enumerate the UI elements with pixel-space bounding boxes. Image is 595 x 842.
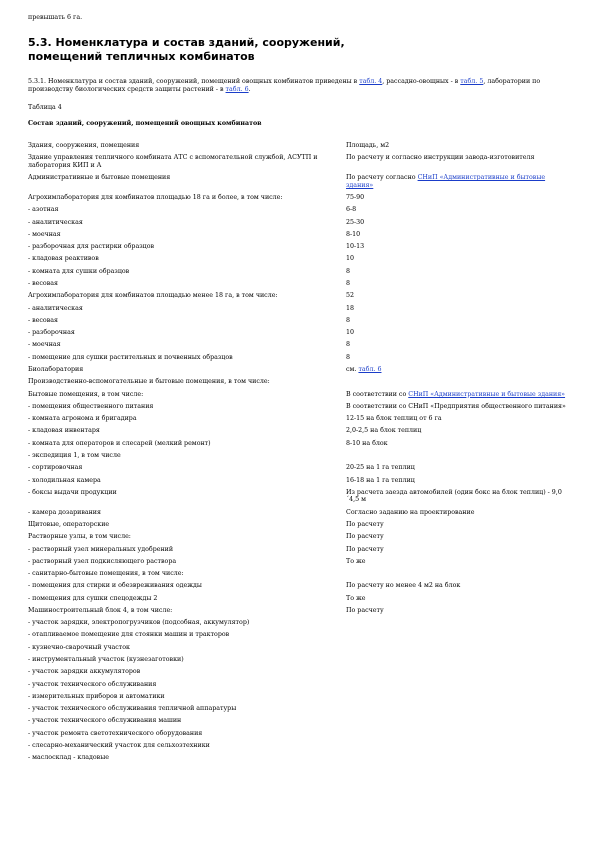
row-name-cell: - кладовая инвентаря [28, 427, 100, 435]
row-name-cell: - кладовая реактивов [28, 255, 99, 263]
table-row [28, 582, 573, 594]
row-name-cell: - комната для операторов и слесарей (мелкий ремонт) [28, 439, 211, 447]
table-row [28, 194, 573, 206]
row-name-cell: - холодильная камера [28, 476, 101, 484]
table-row [28, 243, 573, 255]
row-name-cell: - помещения общественного питания [28, 402, 154, 410]
row-area-cell: Согласно заданию на проектирование [346, 508, 475, 516]
row-area-cell: То же [346, 557, 366, 565]
row-area-cell: По расчету но менее 4 м2 на блок [346, 582, 461, 590]
row-area-cell: 6-8 [346, 206, 357, 214]
row-name-cell: - участок зарядки аккумуляторов [28, 668, 141, 676]
row-name-cell: - участок технического обслуживания [28, 680, 157, 688]
table-row [28, 427, 573, 439]
row-name-cell: - участок технического обслуживания машин [28, 717, 182, 725]
row-area-cell [346, 619, 573, 631]
row-name-cell: Агрохимлаборатория для комбинатов площадью 18 га и более, в том числе: [28, 194, 283, 202]
row-area-cell: 8 [346, 267, 351, 275]
row-area-cell [346, 681, 573, 693]
row-name-cell: - сортировочная [28, 464, 83, 472]
table-row [28, 452, 573, 464]
row-area-cell [346, 452, 573, 464]
row-name-cell: Агрохимлаборатория для комбинатов площадью менее 18 га, в том числе: [28, 292, 278, 300]
buildings-table [28, 142, 573, 767]
row-area-cell: 2,0-2,5 на блок теплиц [346, 427, 422, 435]
row-area-cell [346, 570, 573, 582]
row-name-cell: - помещения для стирки и обезвреживания одежды [28, 582, 202, 590]
header-fragment: превышать 6 га. [28, 14, 83, 21]
row-area-cell: 8-10 на блок [346, 439, 388, 447]
table-row [28, 317, 573, 329]
section-title-line-2: помещений тепличных комбинатов [28, 50, 255, 63]
row-name-cell: - отапливаемое помещение для стоянки машин и тракторов [28, 631, 230, 639]
table-row [28, 354, 573, 366]
row-area-cell: То же [346, 594, 366, 602]
row-name-cell: - растворный узел подкисляющего раствора [28, 557, 177, 565]
row-name-cell: - разборочная для растирки образцов [28, 243, 155, 251]
row-area-link[interactable]: СНиП «Административные и бытовые здания» [408, 390, 566, 398]
row-area-cell: По расчету [346, 520, 384, 528]
row-area-cell: По расчету и согласно инструкции завода-изготовителя [346, 154, 535, 162]
table-row [28, 219, 573, 231]
table-row [28, 570, 573, 582]
row-name-cell: - азотная [28, 206, 59, 214]
document-page [28, 14, 573, 767]
row-area-cell: По расчету [346, 545, 384, 553]
table-row [28, 440, 573, 452]
row-area-text: В соответствии со [346, 390, 409, 398]
row-area-cell [346, 717, 573, 729]
row-area-cell [346, 693, 573, 705]
row-name-cell: - весовая [28, 280, 58, 287]
row-area-cell: 16-18 на 1 га теплиц [346, 476, 415, 484]
row-name-cell: Административные и бытовые помещения [28, 174, 171, 182]
table-row [28, 403, 573, 415]
section-title [28, 36, 573, 64]
row-name-cell: Производственно-вспомогательные и бытовые помещения, в том числе: [28, 378, 270, 386]
table-row [28, 595, 573, 607]
row-area-cell [346, 742, 573, 754]
header-area-cell: Площадь, м2 [346, 142, 390, 149]
row-area-link[interactable]: табл. 6 [358, 365, 382, 373]
table-row [28, 341, 573, 353]
intro-text-3: , лаборатории по производству биологических средств защиты растений - в [28, 78, 541, 93]
row-area-cell: 8 [346, 341, 351, 349]
row-name-cell: Бытовые помещения, в том числе: [28, 390, 144, 398]
row-area-cell [346, 378, 573, 390]
table-row [28, 693, 573, 705]
row-area-cell: По расчету [346, 533, 384, 541]
row-area-cell: 52 [346, 292, 355, 300]
row-area-cell: 12-15 на блок теплиц от 6 га [346, 415, 442, 423]
table-row [28, 415, 573, 427]
table-row [28, 206, 573, 218]
table-row [28, 619, 573, 631]
row-area-cell: 10 [346, 255, 355, 263]
table-row [28, 366, 573, 378]
intro-text-4: . [248, 86, 251, 93]
table-row [28, 607, 573, 619]
row-area-cell: 20-25 на 1 га теплиц [346, 464, 415, 472]
row-name-cell: - растворный узел минеральных удобрений [28, 545, 174, 553]
link-table-6[interactable]: табл. 6 [225, 86, 249, 93]
row-name-cell: - участок зарядки, электропогрузчиков (подсобная, аккумулятор) [28, 619, 250, 627]
table-row [28, 477, 573, 489]
table-row [28, 231, 573, 243]
table-row [28, 742, 573, 754]
row-name-cell: Здание управления тепличного комбината АТС с вспомогательной службой, АСУТП и лаборатория КИП и А [28, 154, 318, 169]
row-area-cell [346, 705, 573, 717]
table-row [28, 717, 573, 729]
row-name-cell: - кузнечно-сварочный участок [28, 643, 130, 651]
row-name-cell: - комната для сушки образцов [28, 267, 130, 275]
row-area-cell: 8 [346, 353, 351, 361]
row-area-link[interactable]: СНиП «Административные и бытовые здания» [346, 174, 546, 189]
table-header-row [28, 142, 573, 154]
row-name-cell: - моечная [28, 230, 61, 238]
table-row [28, 656, 573, 668]
row-name-cell: - аналитическая [28, 218, 83, 226]
table-row [28, 464, 573, 476]
row-name-cell: - камера дозаривания [28, 508, 101, 516]
table-row [28, 681, 573, 693]
row-area-text: По расчету согласно [346, 174, 418, 182]
row-name-cell: - санитарно-бытовые помещения, в том числе: [28, 570, 184, 578]
table-row [28, 644, 573, 656]
table-row [28, 174, 573, 194]
table-row [28, 489, 573, 509]
row-name-cell: - слесарно-механический участок для сельхозтехники [28, 742, 210, 749]
table-row [28, 391, 573, 403]
row-area-cell: По расчету [346, 606, 384, 614]
row-name-cell: - моечная [28, 341, 61, 349]
row-name-cell: - аналитическая [28, 304, 83, 312]
intro-paragraph [28, 78, 573, 94]
row-area-cell: 10 [346, 329, 355, 337]
table-row [28, 154, 573, 174]
row-area-cell [346, 174, 573, 194]
row-area-cell: 25-30 [346, 218, 365, 226]
table-row [28, 378, 573, 390]
row-area-cell: 8 [346, 280, 351, 287]
row-area-cell [346, 366, 573, 378]
row-area-text: см. [346, 365, 359, 373]
intro-text-2: , рассадно-овощных - в [382, 78, 461, 85]
link-table-5[interactable]: табл. 5 [460, 78, 484, 85]
table-row [28, 521, 573, 533]
row-name-cell: - помещение для сушки растительных и почвенных образцов [28, 353, 233, 361]
table-label: Таблица 4 [28, 104, 62, 111]
table-row [28, 292, 573, 304]
table-row [28, 754, 573, 766]
table-row [28, 509, 573, 521]
table-row [28, 329, 573, 341]
table-caption: Состав зданий, сооружений, помещений овощных комбинатов [28, 120, 262, 127]
row-name-cell: Щитовые, операторские [28, 520, 110, 528]
row-area-cell [346, 754, 573, 766]
table-row [28, 305, 573, 317]
row-area-cell: В соответствии со СНиП «Предприятия общественного питания» [346, 402, 566, 410]
row-area-cell: 18 [346, 304, 355, 312]
row-name-cell: - комната агронома и бригадира [28, 415, 137, 423]
row-area-cell: 8 [346, 316, 351, 324]
row-area-cell: 8-10 [346, 230, 361, 238]
row-name-cell: - инструментальный участок (кузнезаготовки) [28, 656, 184, 664]
section-title-line-1: 5.3. Номенклатура и состав зданий, сооружений, [28, 36, 345, 49]
table-row [28, 705, 573, 717]
table-row [28, 631, 573, 643]
row-name-cell: - участок ремонта светотехнического оборудования [28, 729, 203, 737]
row-area-cell [346, 730, 573, 742]
table-row [28, 268, 573, 280]
intro-text-1: 5.3.1. Номенклатура и состав зданий, сооружений, помещений овощных комбинатов приведены в [28, 78, 360, 85]
row-area-cell [346, 668, 573, 680]
row-name-cell: Биолаборатория [28, 365, 84, 373]
row-area-cell: 10-13 [346, 243, 365, 251]
link-table-4[interactable]: табл. 4 [359, 78, 383, 85]
row-name-cell: - весовая [28, 316, 58, 324]
row-area-cell [346, 391, 573, 403]
row-area-cell [346, 631, 573, 643]
row-area-cell: 75-90 [346, 194, 365, 202]
row-name-cell: Машиностроительный блок 4, в том числе: [28, 606, 173, 614]
row-name-cell: - участок технического обслуживания тепличной аппаратуры [28, 705, 237, 713]
table-row [28, 280, 573, 292]
header-name-cell: Здания, сооружения, помещения [28, 142, 140, 149]
table-row [28, 533, 573, 545]
row-name-cell: - помещения для сушки спецодежды 2 [28, 594, 158, 602]
row-area-cell [346, 644, 573, 656]
row-name-cell: - разборочная [28, 329, 75, 337]
row-name-cell: - экспедиция 1, в том числе [28, 451, 121, 459]
row-name-cell: - измерительных приборов и автоматики [28, 692, 165, 700]
table-row [28, 668, 573, 680]
table-row [28, 730, 573, 742]
table-row [28, 558, 573, 570]
table-row [28, 255, 573, 267]
row-name-cell: - боксы выдачи продукции [28, 488, 117, 496]
row-area-cell [346, 656, 573, 668]
table-row [28, 546, 573, 558]
row-name-cell: Растворные узлы, в том числе: [28, 533, 131, 541]
row-area-cell: Из расчета заезда автомобилей (один бокс на блок теплиц) - 9,0´4,5 м [346, 488, 562, 504]
row-name-cell: - маслосклад - кладовые [28, 754, 109, 762]
